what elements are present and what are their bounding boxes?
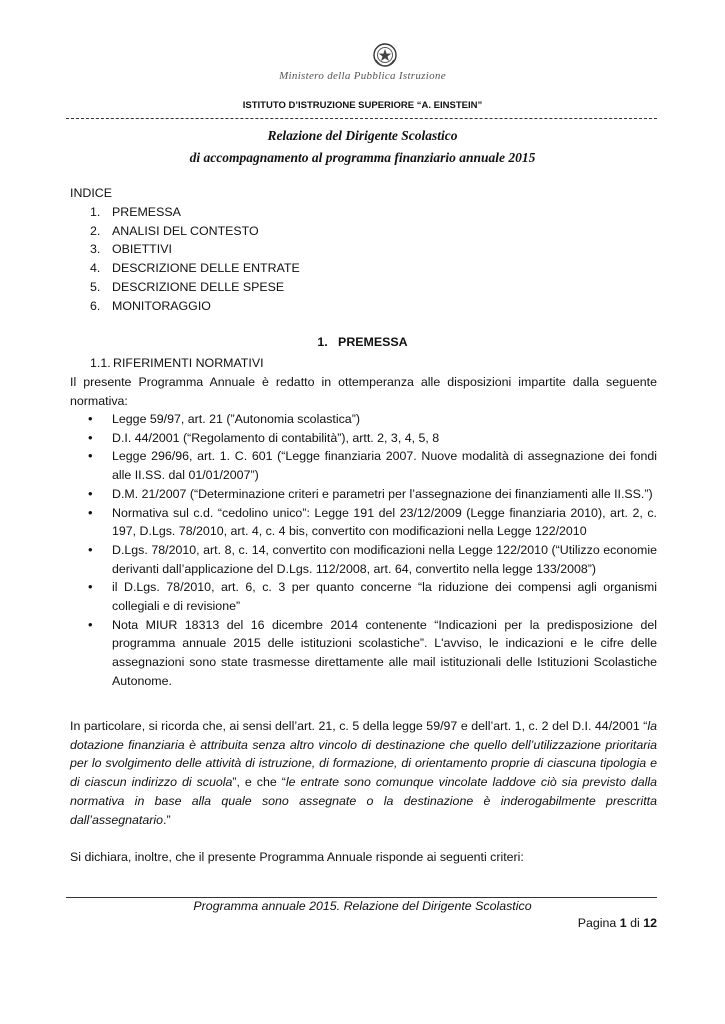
list-item: • D.Lgs. 78/2010, art. 8, c. 14, convertito con modificazioni nella Legge 122/2010 (“Utilizzo economie derivanti dall’applicazione del D.Lgs. 112/2008, art. 64, convertito nella legge 133/2008”) — [88, 541, 657, 576]
list-item: • Legge 59/97, art. 21 (”Autonomia scolastica”) — [70, 410, 657, 429]
regulations-list — [70, 410, 657, 691]
intro-paragraph: Il presente Programma Annuale è redatto in ottemperanza alle disposizioni impartite dalla seguente normativa: — [70, 375, 657, 408]
bullet-icon: • — [88, 616, 93, 632]
subsection-title: 1.1. RIFERIMENTI NORMATIVI — [90, 356, 264, 370]
index-item: 1. PREMESSA — [90, 205, 181, 219]
index-list — [90, 203, 300, 315]
header-divider — [66, 118, 657, 119]
list-item: • Nota MIUR 18313 del 16 dicembre 2014 contenente “Indicazioni per la predisposizione del programma annuale 2015 delle istituzioni scolastiche”. L'avviso, le indicazioni e le cifre delle assegnazioni sono state trasmesse direttamente alle mail istituzionali delle Istituzioni Scolastiche Autonome. — [88, 616, 657, 688]
list-item: • D.I. 44/2001 (“Regolamento di contabilità”), artt. 2, 3, 4, 5, 8 — [70, 429, 657, 448]
institute-name: ISTITUTO D’ISTRUZIONE SUPERIORE “A. EINSTEIN” — [242, 100, 483, 111]
bullet-icon: • — [88, 429, 93, 445]
index-item: 5. DESCRIZIONE DELLE SPESE — [90, 279, 285, 294]
bullet-icon: • — [88, 485, 93, 501]
document-title: Relazione del Dirigente Scolastico — [267, 128, 458, 143]
page-number: Pagina 1 di 12 — [577, 916, 657, 930]
footer-divider — [66, 897, 657, 898]
document-subtitle: di accompagnamento al programma finanziario annuale 2015 — [189, 150, 536, 165]
bullet-icon: • — [88, 448, 93, 464]
list-item: • Legge 296/96, art. 1. C. 601 (“Legge finanziaria 2007. Nuove modalità di assegnazione dei fondi alle II.SS. dal 01/01/2007”) — [88, 448, 657, 483]
index-item: 2. ANALISI DEL CONTESTO — [90, 223, 259, 238]
bullet-icon: • — [88, 411, 93, 426]
index-item: 6. MONITORAGGIO — [90, 298, 211, 313]
bullet-icon: • — [88, 579, 93, 595]
bullet-icon: • — [88, 504, 93, 520]
ministry-logo-text: Ministero della Pubblica Istruzione — [279, 70, 446, 82]
republic-emblem-icon — [372, 42, 398, 68]
footer-title: Programma annuale 2015. Relazione del Dirigente Scolastico — [193, 899, 532, 913]
index-heading: INDICE — [70, 186, 112, 200]
particular-paragraph: In particolare, si ricorda che, ai sensi dell’art. 21, c. 5 della legge 59/97 e dell’art. 1, c. 2 del D.I. 44/2001 “la dotazione finanziaria è attribuita senza altro vincolo di destinazione che quello dell’utilizzazione prioritaria per lo svolgimento delle attività di istruzione, di formazione, di orientamento proprie di ciascuna tipologia e di ciascun indirizzo di scuola”, e che “le entrate sono comunque vincolate laddove ciò sia previsto dalla normativa in base alla quale sono assegnate o la destinazione è inderogabilmente prescritta dall’assegnatario.” — [70, 719, 657, 827]
list-item: • Normativa sul c.d. “cedolino unico”: Legge 191 del 23/12/2009 (Legge finanziaria 2010), art. 2, c. 197, D.Lgs. 78/2010, art. 4, c. 4 bis, convertito con modificazioni nella Legge 122/2010 — [88, 504, 657, 539]
bullet-icon: • — [88, 541, 93, 557]
declaration-paragraph: Si dichiara, inoltre, che il presente Programma Annuale risponde ai seguenti criteri: — [70, 850, 524, 864]
list-item: • D.M. 21/2007 (“Determinazione criteri e parametri per l’assegnazione dei finanziamenti alle II.SS.”) — [70, 485, 657, 504]
index-item: 4. DESCRIZIONE DELLE ENTRATE — [90, 261, 300, 276]
list-item: • il D.Lgs. 78/2010, art. 6, c. 3 per quanto concerne “la riduzione dei compensi agli organismi collegiali e di revisione” — [88, 579, 657, 614]
index-item: 3. OBIETTIVI — [90, 242, 172, 257]
section-title-premessa: 1. PREMESSA — [317, 335, 408, 349]
